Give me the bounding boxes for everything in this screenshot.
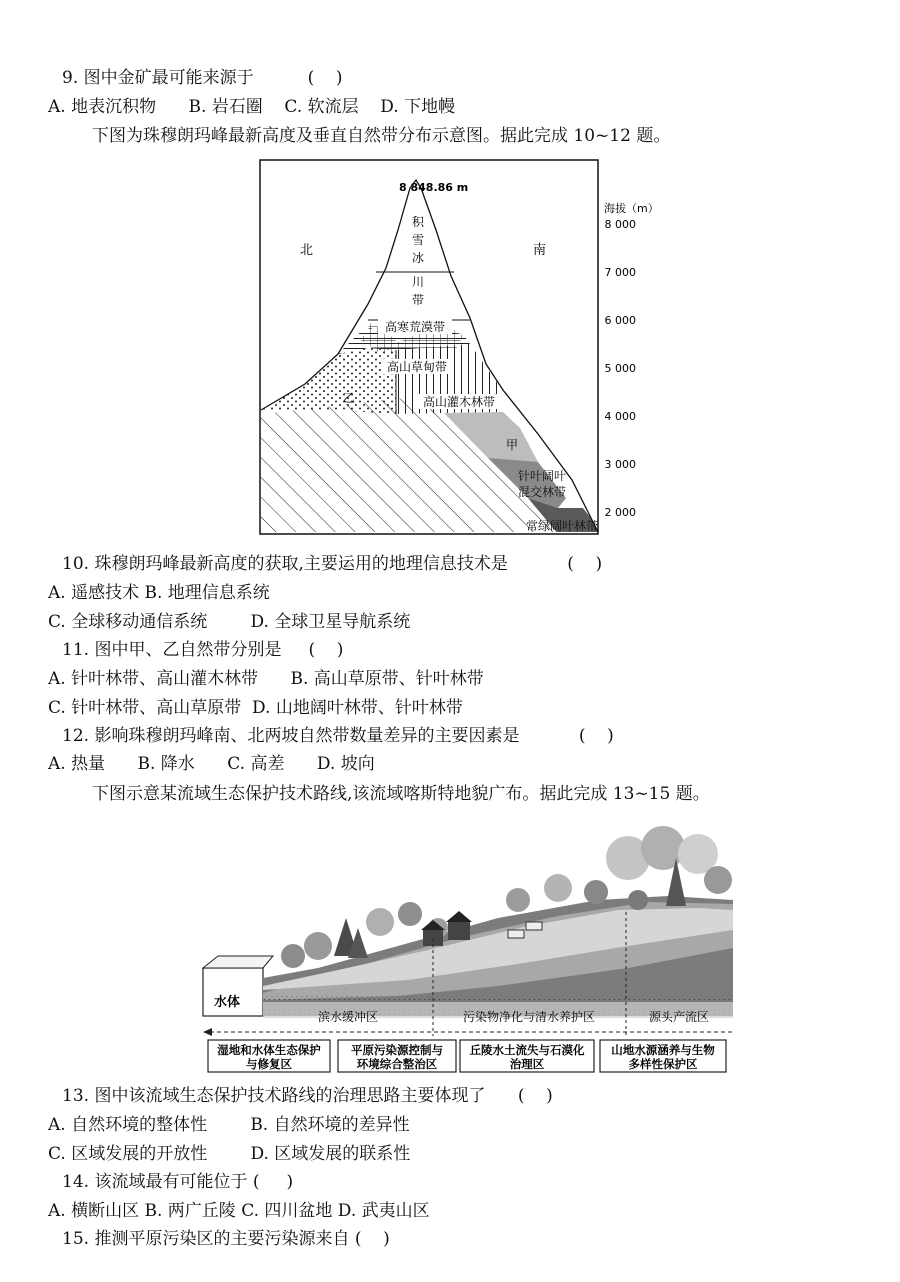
snow-char-5: 带 — [411, 293, 425, 307]
tick-2000: 2 000 — [604, 506, 636, 519]
zone-label-source: 源头产流区 — [648, 1010, 710, 1024]
shrub-label: 高山灌木林带 — [422, 395, 496, 409]
meadow-label: 高山草甸带 — [386, 360, 448, 374]
snow-char-1: 积 — [411, 215, 425, 229]
q9-options: A. 地表沉积物 B. 岩石圈 C. 软流层 D. 下地幔 — [48, 97, 456, 117]
evergreen-label: 常绿阔叶林带 — [525, 519, 599, 533]
q11-stem: 11. 图中甲、乙自然带分别是 ( ) — [62, 640, 344, 660]
q10-stem: 10. 珠穆朗玛峰最新高度的获取,主要运用的地理信息技术是 ( ) — [62, 554, 603, 574]
q11-options-ab: A. 针叶林带、高山灌木林带 B. 高山草原带、针叶林带 — [48, 669, 484, 689]
box-mountain-line-1: 山地水源涵养与生物 — [611, 1043, 715, 1057]
yi-label: 乙 — [343, 391, 356, 405]
box-plain-line-1: 平原污染源控制与 — [351, 1043, 443, 1057]
water-body-label: 水体 — [214, 995, 241, 1010]
axis-title: 海拔（m） — [604, 202, 659, 215]
q15-stem: 15. 推测平原污染区的主要污染源来自 ( ) — [62, 1229, 390, 1249]
tick-3000: 3 000 — [604, 458, 636, 471]
watershed-diagram — [198, 818, 738, 1076]
zone-label-purify: 污染物净化与清水养护区 — [462, 1010, 596, 1024]
q13-stem: 13. 图中该流域生态保护技术路线的治理思路主要体现了 ( ) — [62, 1086, 553, 1106]
tick-8000: 8 000 — [604, 218, 636, 231]
everest-zone-diagram — [258, 158, 659, 538]
south-label: 南 — [533, 243, 547, 258]
desert-label: 高寒荒漠带 — [384, 320, 446, 334]
water-top — [203, 956, 273, 968]
q10-options-cd: C. 全球移动通信系统 D. 全球卫星导航系统 — [48, 612, 411, 632]
box-wetland-line-2: 与修复区 — [246, 1057, 292, 1071]
mixed-label-2: 混交林带 — [517, 485, 567, 499]
q10-options-ab: A. 遥感技术 B. 地理信息系统 — [48, 583, 270, 603]
snow-char-2: 雪 — [411, 233, 425, 247]
q12-options: A. 热量 B. 降水 C. 高差 D. 坡向 — [48, 754, 375, 774]
jia-label: 甲 — [506, 438, 519, 452]
intro-10-12: 下图为珠穆朗玛峰最新高度及垂直自然带分布示意图。据此完成 10~12 题。 — [92, 126, 671, 146]
snow-char-3: 冰 — [411, 251, 425, 265]
intro-13-15: 下图示意某流域生态保护技术路线,该流域喀斯特地貌广布。据此完成 13~15 题。 — [92, 784, 710, 804]
flow-arrow-head — [203, 1028, 212, 1036]
q13-options-ab: A. 自然环境的整体性 B. 自然环境的差异性 — [48, 1115, 410, 1135]
q11-options-cd: C. 针叶林带、高山草原带 D. 山地阔叶林带、针叶林带 — [48, 698, 463, 718]
q14-stem: 14. 该流域最有可能位于 ( ) — [62, 1172, 294, 1192]
box-plain-line-2: 环境综合整治区 — [356, 1057, 438, 1071]
tick-5000: 5 000 — [604, 362, 636, 375]
box-hill-line-2: 治理区 — [509, 1057, 545, 1071]
peak-label: 8 848.86 m — [399, 181, 469, 194]
box-wetland-line-1: 湿地和水体生态保护 — [217, 1043, 321, 1057]
tick-4000: 4 000 — [604, 410, 636, 423]
tick-7000: 7 000 — [604, 266, 636, 279]
q12-stem: 12. 影响珠穆朗玛峰南、北两坡自然带数量差异的主要因素是 ( ) — [62, 726, 614, 746]
box-mountain-line-2: 多样性保护区 — [628, 1057, 698, 1071]
zone-label-buffer: 滨水缓冲区 — [317, 1010, 379, 1024]
mixed-label-1: 针叶阔叶 — [517, 469, 567, 483]
tick-6000: 6 000 — [604, 314, 636, 327]
q9-stem: 9. 图中金矿最可能来源于 ( ) — [62, 68, 343, 88]
q13-options-cd: C. 区域发展的开放性 D. 区域发展的联系性 — [48, 1144, 411, 1164]
north-label: 北 — [300, 243, 314, 258]
box-hill-line-1: 丘陵水土流失与石漠化 — [469, 1043, 585, 1057]
snow-char-4: 川 — [411, 275, 425, 289]
q14-options: A. 横断山区 B. 两广丘陵 C. 四川盆地 D. 武夷山区 — [48, 1201, 430, 1221]
